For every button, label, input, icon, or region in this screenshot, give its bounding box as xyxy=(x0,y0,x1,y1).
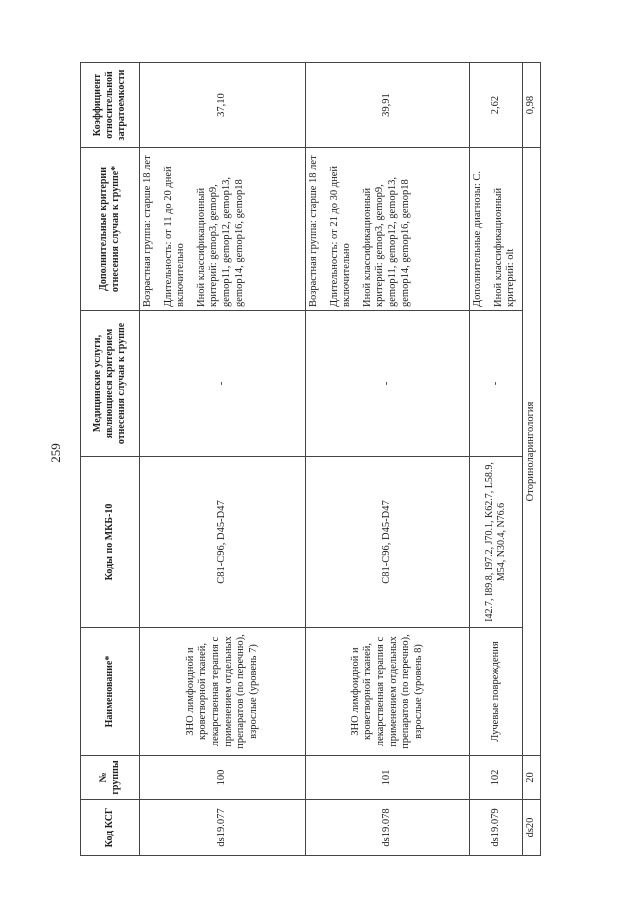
header-services: Медицинские услуги, являющиеся критерием отнесения случая к группе xyxy=(81,311,140,457)
row-name: Лучевые повреждения xyxy=(470,628,523,756)
row-mkb: C81-C96, D45-D47 xyxy=(306,457,470,628)
row-group: 100 xyxy=(140,756,306,800)
row-coef: 2,62 xyxy=(470,63,523,148)
table-row xyxy=(306,63,470,856)
header-row xyxy=(81,63,140,856)
header-coef: Коэффициент относительной затратоемкости xyxy=(81,63,140,148)
criteria-additional: Дополнительные диагнозы: C. xyxy=(472,170,483,307)
section-row xyxy=(523,63,541,856)
criteria-other: Иной классификационный критерий: olt xyxy=(492,187,517,307)
row-code: ds19.078 xyxy=(306,800,470,856)
row-mkb: I42.7, I89.8, I97.2, J70.1, K62.7, L58.9, M54, N30.4, N76.6 xyxy=(470,457,523,628)
header-group: № группы xyxy=(81,756,140,800)
row-name: ЗНО лимфоидной и кроветворной тканей, лекарственная терапия с применением отдельных препаратов (по перечню), взрослые (уровень 7) xyxy=(140,628,306,756)
header-mkb: Коды по МКБ-10 xyxy=(81,457,140,628)
section-code: ds20 xyxy=(523,800,541,856)
criteria-duration: Длительность: от 11 до 20 дней включительно xyxy=(162,166,187,307)
table-row xyxy=(140,63,306,856)
criteria-other: Иной классификационный критерий: gemop3, gemop9, gemop11, gemop12, gemop13, gemop14, gemop16, gemop18 xyxy=(361,177,411,307)
header-code: Код КСГ xyxy=(81,800,140,856)
section-coef: 0,98 xyxy=(523,63,541,148)
row-name: ЗНО лимфоидной и кроветворной тканей, лекарственная терапия с применением отдельных препаратов (по перечню), взрослые (уровень 8) xyxy=(306,628,470,756)
criteria-age: Возрастная группа: старше 18 лет xyxy=(308,155,319,307)
header-name: Наименование* xyxy=(81,628,140,756)
criteria-duration: Длительность: от 21 до 30 дней включительно xyxy=(328,165,353,307)
row-coef: 37,10 xyxy=(140,63,306,148)
table-container xyxy=(80,63,535,856)
table-row xyxy=(470,63,523,856)
criteria-age: Возрастная группа: старше 18 лет xyxy=(142,155,153,307)
row-services: - xyxy=(140,311,306,457)
row-code: ds19.079 xyxy=(470,800,523,856)
page-number: 259 xyxy=(48,443,63,463)
row-group: 101 xyxy=(306,756,470,800)
criteria-other: Иной классификационный критерий: gemop3, gemop9, gemop11, gemop12, gemop13, gemop14, gemop16, gemop18 xyxy=(195,177,245,307)
row-mkb: C81-C96, D45-D47 xyxy=(140,457,306,628)
row-services: - xyxy=(306,311,470,457)
row-code: ds19.077 xyxy=(140,800,306,856)
row-criteria xyxy=(470,148,523,311)
row-criteria xyxy=(306,148,470,311)
section-title: Оториноларингология xyxy=(523,148,541,756)
header-criteria: Дополнительные критерии отнесения случая к группе* xyxy=(81,148,140,311)
row-coef: 39,91 xyxy=(306,63,470,148)
row-services: - xyxy=(470,311,523,457)
ksg-table xyxy=(80,62,541,856)
section-group: 20 xyxy=(523,756,541,800)
row-criteria xyxy=(140,148,306,311)
row-group: 102 xyxy=(470,756,523,800)
